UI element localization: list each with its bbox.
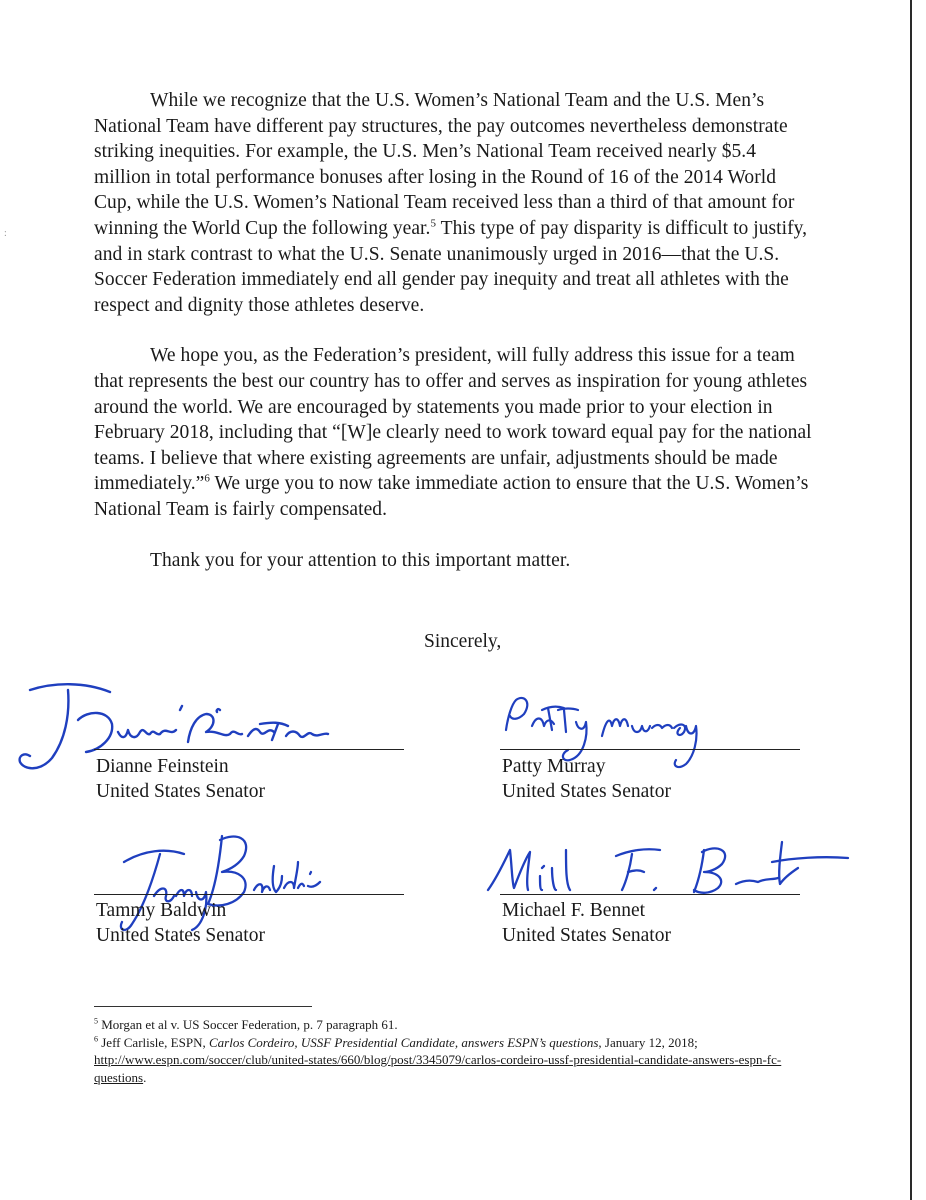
espn-article-link[interactable]: http://www.espn.com/soccer/club/united-states/660/blog/post/3345079/carlos-cordeiro-ussf-presidential-candidate-answers-espn-fc-questions: [94, 1052, 782, 1085]
signatory-name: Michael F. Bennet: [502, 900, 646, 921]
page-edge-line: [910, 0, 912, 1200]
footnote-separator: [94, 1006, 312, 1007]
signatory-name: Patty Murray: [502, 756, 606, 777]
signatory-name: Dianne Feinstein: [96, 756, 229, 777]
footnote-6: $^6$ Jeff Carlisle, ESPN, Carlos Cordeiro, USSF Presidential Candidate, answers ESPN’s questions, January 12, 2018; http://www.espn.com/soccer/club/united-states/660/blog/post/3345079/carlos-cordeiro-ussf-presidential-candidate-answers-espn-fc-questions.: [94, 1034, 782, 1085]
letter-body: [94, 88, 814, 652]
scan-artifact: :: [4, 228, 7, 239]
signatory-title: United States Senator: [502, 781, 671, 802]
signatory-name: Tammy Baldwin: [96, 900, 227, 921]
signature-bennet: [482, 828, 872, 908]
signature-line: [500, 894, 800, 895]
footnote-ref-6: 6: [204, 472, 210, 485]
signature-line: [94, 894, 404, 895]
footnote-5: $^5$ Morgan et al v. US Soccer Federation, p. 7 paragraph 61.: [94, 1016, 398, 1032]
signatory-title: United States Senator: [96, 781, 265, 802]
footnotes: [94, 1016, 814, 1086]
signature-block-bennet: [500, 826, 810, 956]
signature-block-feinstein: [94, 680, 404, 810]
signatory-title: United States Senator: [96, 925, 265, 946]
footnote-ref-5: 5: [430, 217, 437, 230]
signatory-title: United States Senator: [502, 925, 671, 946]
signature-block-murray: [500, 680, 810, 810]
paragraph-request: We hope you, as the Federation’s president, will fully address this issue for a team that represents the best our country has to offer and serves as inspiration for young athletes around the world. We are encouraged by statements you made prior to your election in February 2018, including that “[W]e clearly need to work toward equal pay for the national teams. I believe that where existing agreements are unfair, adjustments should be made immediately.”$^6$ We urge you to now take immediate action to ensure that the U.S. Women’s National Team is fairly compensated.: [94, 345, 812, 520]
closing-salutation: Sincerely,: [424, 631, 502, 652]
thanks-line: Thank you for your attention to this important matter.: [150, 549, 571, 571]
signature-block-baldwin: [94, 826, 404, 956]
paragraph-pay-inequity: While we recognize that the U.S. Women’s National Team and the U.S. Men’s National Team have different pay structures, the pay outcomes nevertheless demonstrate striking inequities. For example, the U.S. Men’s National Team received nearly $5.4 million in total performance bonuses after losing in the Round of 16 of the 2014 World Cup, while the U.S. Women’s National Team received less than a third of that amount for winning the World Cup the following year.$^5$ This type of pay disparity is difficult to justify, and in stark contrast to what the U.S. Senate unanimously urged in 2016—that the U.S. Soccer Federation immediately end all gender pay inequity and treat all athletes with the respect and dignity those athletes deserve.: [94, 90, 808, 316]
signature-line: [94, 749, 404, 750]
signature-line: [500, 749, 800, 750]
